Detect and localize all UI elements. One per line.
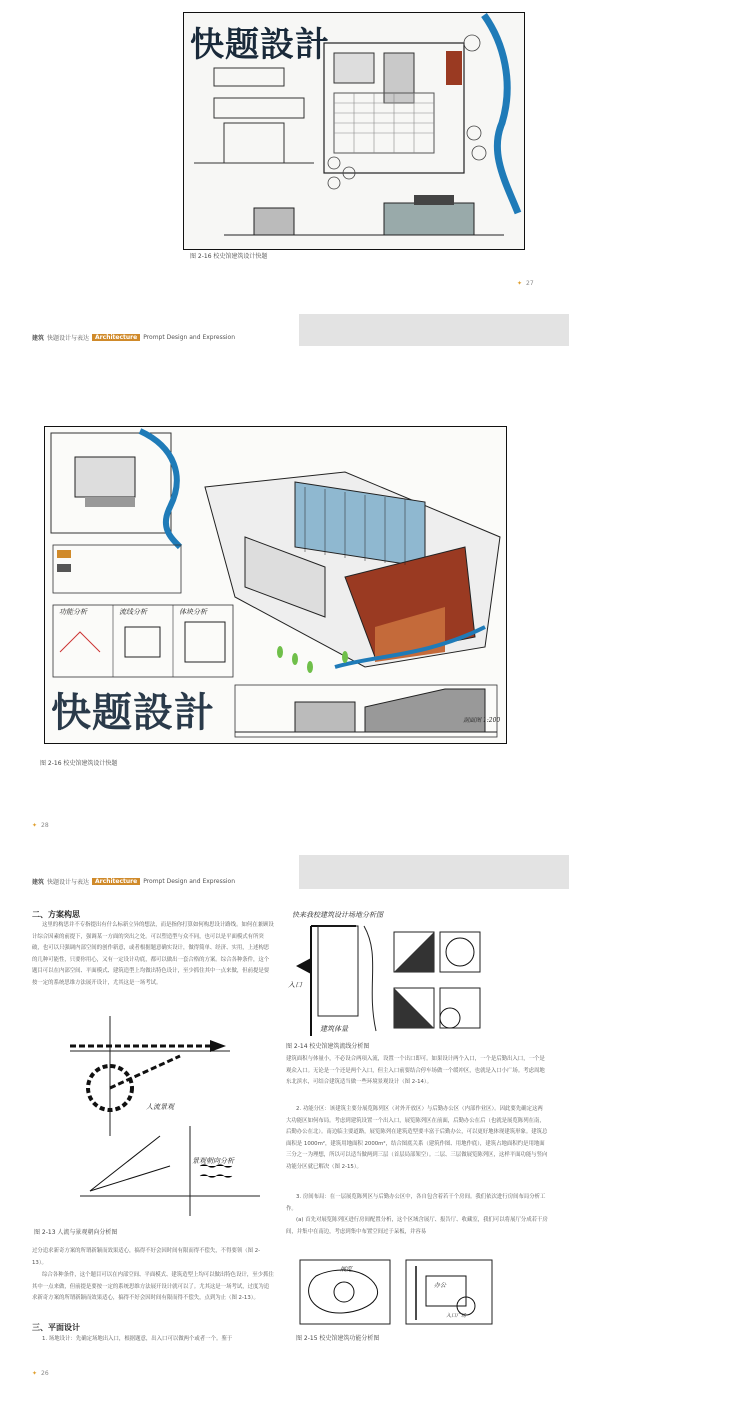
section-heading: 二、方案构思 (32, 910, 80, 919)
figure-perspective-sketch (44, 426, 507, 744)
page-number: ✦ 26 (32, 1370, 49, 1377)
page-marker-icon: ✦ (517, 280, 523, 287)
figure-site-plan-sketch (183, 12, 525, 250)
sketch-note: 快来我校建筑设计场地分析图 (292, 911, 383, 919)
sketch-note: 办公 (434, 1282, 447, 1289)
sketch-note: 体块分析 (179, 608, 207, 616)
sketch-note: 剖面图 1:200 (463, 717, 501, 724)
title-art: 快题設計 (190, 25, 330, 65)
sketch-note: 景观朝向分析 (192, 1157, 234, 1165)
sketch-note: 建筑体量 (320, 1025, 348, 1033)
paragraph: (a) 首先对展览陈列区进行房间配置分析，这个区域含展厅、报告厅、收藏室，我们可以将展厅分成若干房间，并集中在南边，考虑到集中布置空间过于呆板，并容易 (286, 1217, 548, 1235)
figure-caption: 图 2-13 人流与景观朝向分析图 (34, 1229, 118, 1236)
sketch-note: 流线分析 (119, 608, 147, 616)
figure-caption: 图 2-16 校史馆建筑设计快题 (40, 760, 118, 767)
figure-site-flow (286, 906, 526, 1040)
page-number: ✦ 27 (517, 280, 534, 287)
figure-caption: 图 2-16 校史馆建筑设计快题 (190, 253, 268, 260)
sketch-note: 功能分析 (59, 608, 87, 616)
paragraph: 建筑面积与体量小，不必设合两项入流，设置一个出口即可。如果设计两个入口，一个是后勤出入口，一个是观众入口。无论是一个还是两个入口，但主入口前要结合停车场做一个缓冲区，也就是入口小广场。考虑周地东北滨水，可结合建筑适当做一些环境景观设计（图 2-14）。 (286, 1056, 545, 1085)
figure-flow-analysis (70, 1016, 270, 1222)
page-marker-icon: ✦ (32, 1370, 38, 1377)
site-flow-sketch (286, 906, 526, 1040)
page-marker-icon: ✦ (32, 822, 38, 829)
title-art: 快题設計 (51, 690, 215, 736)
sketch-note: 入口 (288, 981, 302, 989)
paragraph: 2. 功能分区：该建筑主要分展览陈列区（对外开放区）与后勤办公区（内部作业区）。因此要先确定这两大功能区如何布局。考虑到建筑设置一个出入口，展览陈列区在前面，后勤办公在后（也就是展览陈列在南，后勤办公在北）。南边临主要道路，展览陈列在建筑造型要丰富于后勤办公，可以更好地体现建筑形象。建筑总面积是 1000m²，建筑用地面积 2000m²，结合图底关系（建筑作图、用地作底），建筑占地面积约是用地面三分之一为理想，所以可以适当做两到三层（首层局部架空）。二层、三层做展览陈列区，这样平面功能与竖向功能分区就已解决（图 2-15）。 (286, 1106, 548, 1170)
flow-analysis-sketch (70, 1016, 270, 1222)
figure-function-analysis (296, 1256, 496, 1328)
running-header: 建筑 快题设计与表达 Architecture Prompt Design and Expression (32, 334, 236, 342)
paragraph: 3. 房间布局：在一层展览陈列区与后勤办公区中，各自包含着若干个房间。我们依次进行房间布局分析工作。 (286, 1194, 546, 1212)
sketch-note: 入口广场 (446, 1313, 467, 1319)
figure-caption: 图 2-14 校史馆建筑流线分析图 (286, 1043, 370, 1050)
section-heading: 三、平面设计 (32, 1323, 80, 1332)
paragraph: 这里的构思并不专指提出有什么标新立异的想法，而是指你打算如何构思设计路线。如何在兼顾设计综合因素的前提下，强调某一方面的突出之处。可以塑造型与众不同，也可以是平面模式有所突破，也可以只强调内部空间的创作新意，或者根据题意确实设计，做得简单、经济、实用，上述构思的几种可能性，只要你用心，又有一定设计功底，都可以做出一套合格的方案。综合各种条件，这个题目可以在内部空间、平面模式、建筑造型上均做出特色设计，至少抓住其中一点来做，但前提是要按一定的系统思维方法展开设计，尤其这是一场考试。 (32, 922, 274, 986)
running-header: 建筑 快题设计与表达 Architecture Prompt Design and Expression (32, 878, 236, 886)
paragraph: 综合各种条件，这个题目可以在内部空间、平面模式、建筑造型上均可以做出特色设计，至少抓住其中一点来做，但前提是要按一定的系统思维方法展开设计就可以了。尤其这是一场考试，过度为追求新奇方案的所谓新颖而效果适心，搞得不好会因时间有限而得不偿失，点到为止（图 2-13）。 (32, 1272, 274, 1301)
figure-caption: 图 2-15 校史馆建筑功能分析图 (296, 1335, 380, 1342)
header-bar (299, 855, 569, 889)
sketch-note: 人流景观 (146, 1103, 174, 1111)
paragraph: 1. 场地设计：先确定场地出入口，根据题意，出入口可以做两个或者一个。鉴于 (42, 1336, 233, 1342)
header-bar (299, 314, 569, 346)
page-number: ✦ 28 (32, 822, 49, 829)
sketch-note: 展览 (340, 1266, 353, 1273)
paragraph: 过分追求新奇方案的所谓新颖而效果适心，搞得不好会因时间有限而得不偿失，不得要领（图 2-13）。 (32, 1248, 261, 1266)
